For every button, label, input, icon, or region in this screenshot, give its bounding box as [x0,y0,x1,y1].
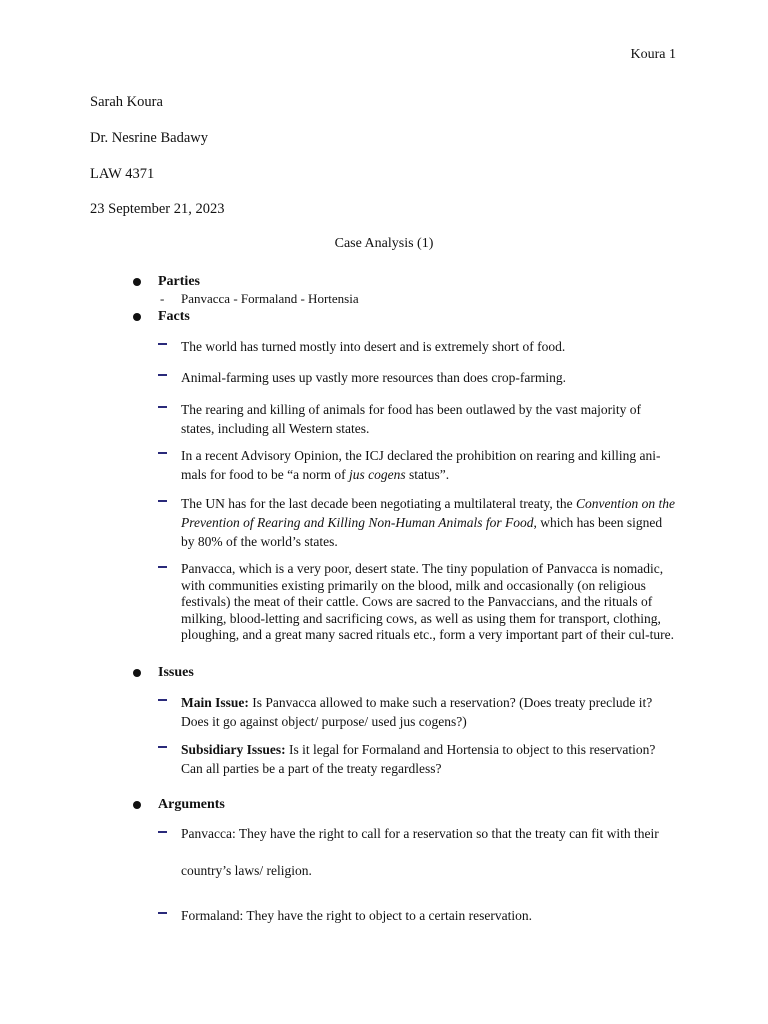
bullet-icon [133,313,141,321]
parties-dash: - [160,291,165,306]
student-name: Sarah Koura [90,94,163,110]
parties-list: Panvacca - Formaland - Hortensia [181,291,359,306]
section-heading-issues: Issues [158,665,194,680]
course-code: LAW 4371 [90,166,155,182]
fact-item: The world has turned mostly into desert and is extremely short of food. [181,339,566,354]
argument-item: Formaland: They have the right to object to a certain reservation. [181,908,533,923]
dash-icon [158,912,167,914]
dash-icon [158,343,167,345]
section-heading-facts: Facts [158,309,190,324]
issue-subsidiary: Subsidiary Issues: Is it legal for Formaland and Hortensia to object to this reservation? Can all parties be a part of the treaty regardless? [181,742,656,776]
fact-item: The rearing and killing of animals for food has been outlawed by the vast majority of states, including all Western states. [181,402,641,436]
bullet-icon [133,669,141,677]
dash-icon [158,746,167,748]
dash-icon [158,699,167,701]
document-date: 23 September 21, 2023 [90,201,225,217]
fact-item: Animal-farming uses up vastly more resources than does crop-farming. [181,370,567,385]
dash-icon [158,500,167,502]
fact-item: The UN has for the last decade been negotiating a multilateral treaty, the Convention on the Prevention of Rearing and Killing Non-Human Animals for Food, which has been signed by 80% of the world’s states. [181,496,675,549]
section-heading-arguments: Arguments [158,797,225,812]
dash-icon [158,406,167,408]
bullet-icon [133,278,141,286]
dash-icon [158,452,167,454]
fact-item: Panvacca, which is a very poor, desert state. The tiny population of Panvacca is nomadic, with communities existing primarily on the blood, milk and occasionally (on religious festivals) the meat of their cattle. Cows are sacred to the Panvaccians, and the rituals of milking, blood-letting and sacrificing cows, as well as using them for transport, clothing, ploughing, and a great many sacred rituals etc., form a very important part of their cul-ture. [181,561,674,642]
argument-item: Panvacca: They have the right to call for a reservation so that the treaty can fit with their country’s laws/ religion. [181,826,659,878]
fact-item: In a recent Advisory Opinion, the ICJ declared the prohibition on rearing and killing ani-mals for food to be “a norm of jus cogens status”. [181,448,661,482]
professor-name: Dr. Nesrine Badawy [90,130,208,146]
issue-main: Main Issue: Is Panvacca allowed to make such a reservation? (Does treaty preclude it? Does it go against object/ purpose/ used jus cogens?) [181,695,653,729]
section-heading-parties: Parties [158,274,200,289]
document-title: Case Analysis (1) [334,236,434,251]
running-head: Koura 1 [630,47,676,62]
dash-icon [158,374,167,376]
bullet-icon [133,801,141,809]
dash-icon [158,566,167,568]
dash-icon [158,831,167,833]
